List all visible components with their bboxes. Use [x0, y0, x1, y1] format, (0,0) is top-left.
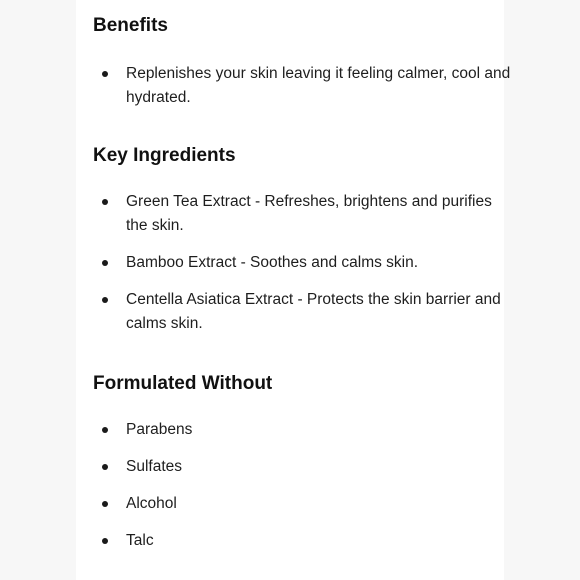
- excluded-item: [93, 492, 513, 516]
- key-ingredients-heading: Key Ingredients: [93, 145, 236, 166]
- ingredient-item: [93, 288, 513, 336]
- excluded-item-text: Alcohol: [126, 495, 177, 512]
- benefits-list: [93, 62, 513, 110]
- bullet-icon: [102, 199, 108, 205]
- key-ingredients-list: [93, 190, 513, 349]
- formulated-without-heading: Formulated Without: [93, 373, 273, 394]
- bullet-icon: [102, 501, 108, 507]
- excluded-item-text: Parabens: [126, 421, 193, 438]
- bullet-icon: [102, 427, 108, 433]
- ingredient-item: [93, 190, 513, 238]
- excluded-item: [93, 455, 513, 479]
- ingredient-item-text: Green Tea Extract - Refreshes, brightens and purifies the skin.: [126, 193, 492, 234]
- ingredient-item-text: Bamboo Extract - Soothes and calms skin.: [126, 254, 419, 271]
- excluded-item-text: Sulfates: [126, 458, 183, 475]
- benefit-item: [93, 62, 513, 110]
- excluded-item: [93, 418, 513, 442]
- ingredient-item: [93, 251, 513, 275]
- bullet-icon: [102, 297, 108, 303]
- formulated-without-list: [93, 418, 513, 566]
- excluded-item: [93, 529, 513, 553]
- ingredient-item-text: Centella Asiatica Extract - Protects the skin barrier and calms skin.: [126, 291, 501, 332]
- bullet-icon: [102, 71, 108, 77]
- excluded-item-text: Talc: [126, 532, 154, 549]
- benefit-item-text: Replenishes your skin leaving it feeling calmer, cool and hydrated.: [126, 65, 511, 106]
- bullet-icon: [102, 538, 108, 544]
- bullet-icon: [102, 260, 108, 266]
- bullet-icon: [102, 464, 108, 470]
- benefits-heading: Benefits: [93, 15, 168, 36]
